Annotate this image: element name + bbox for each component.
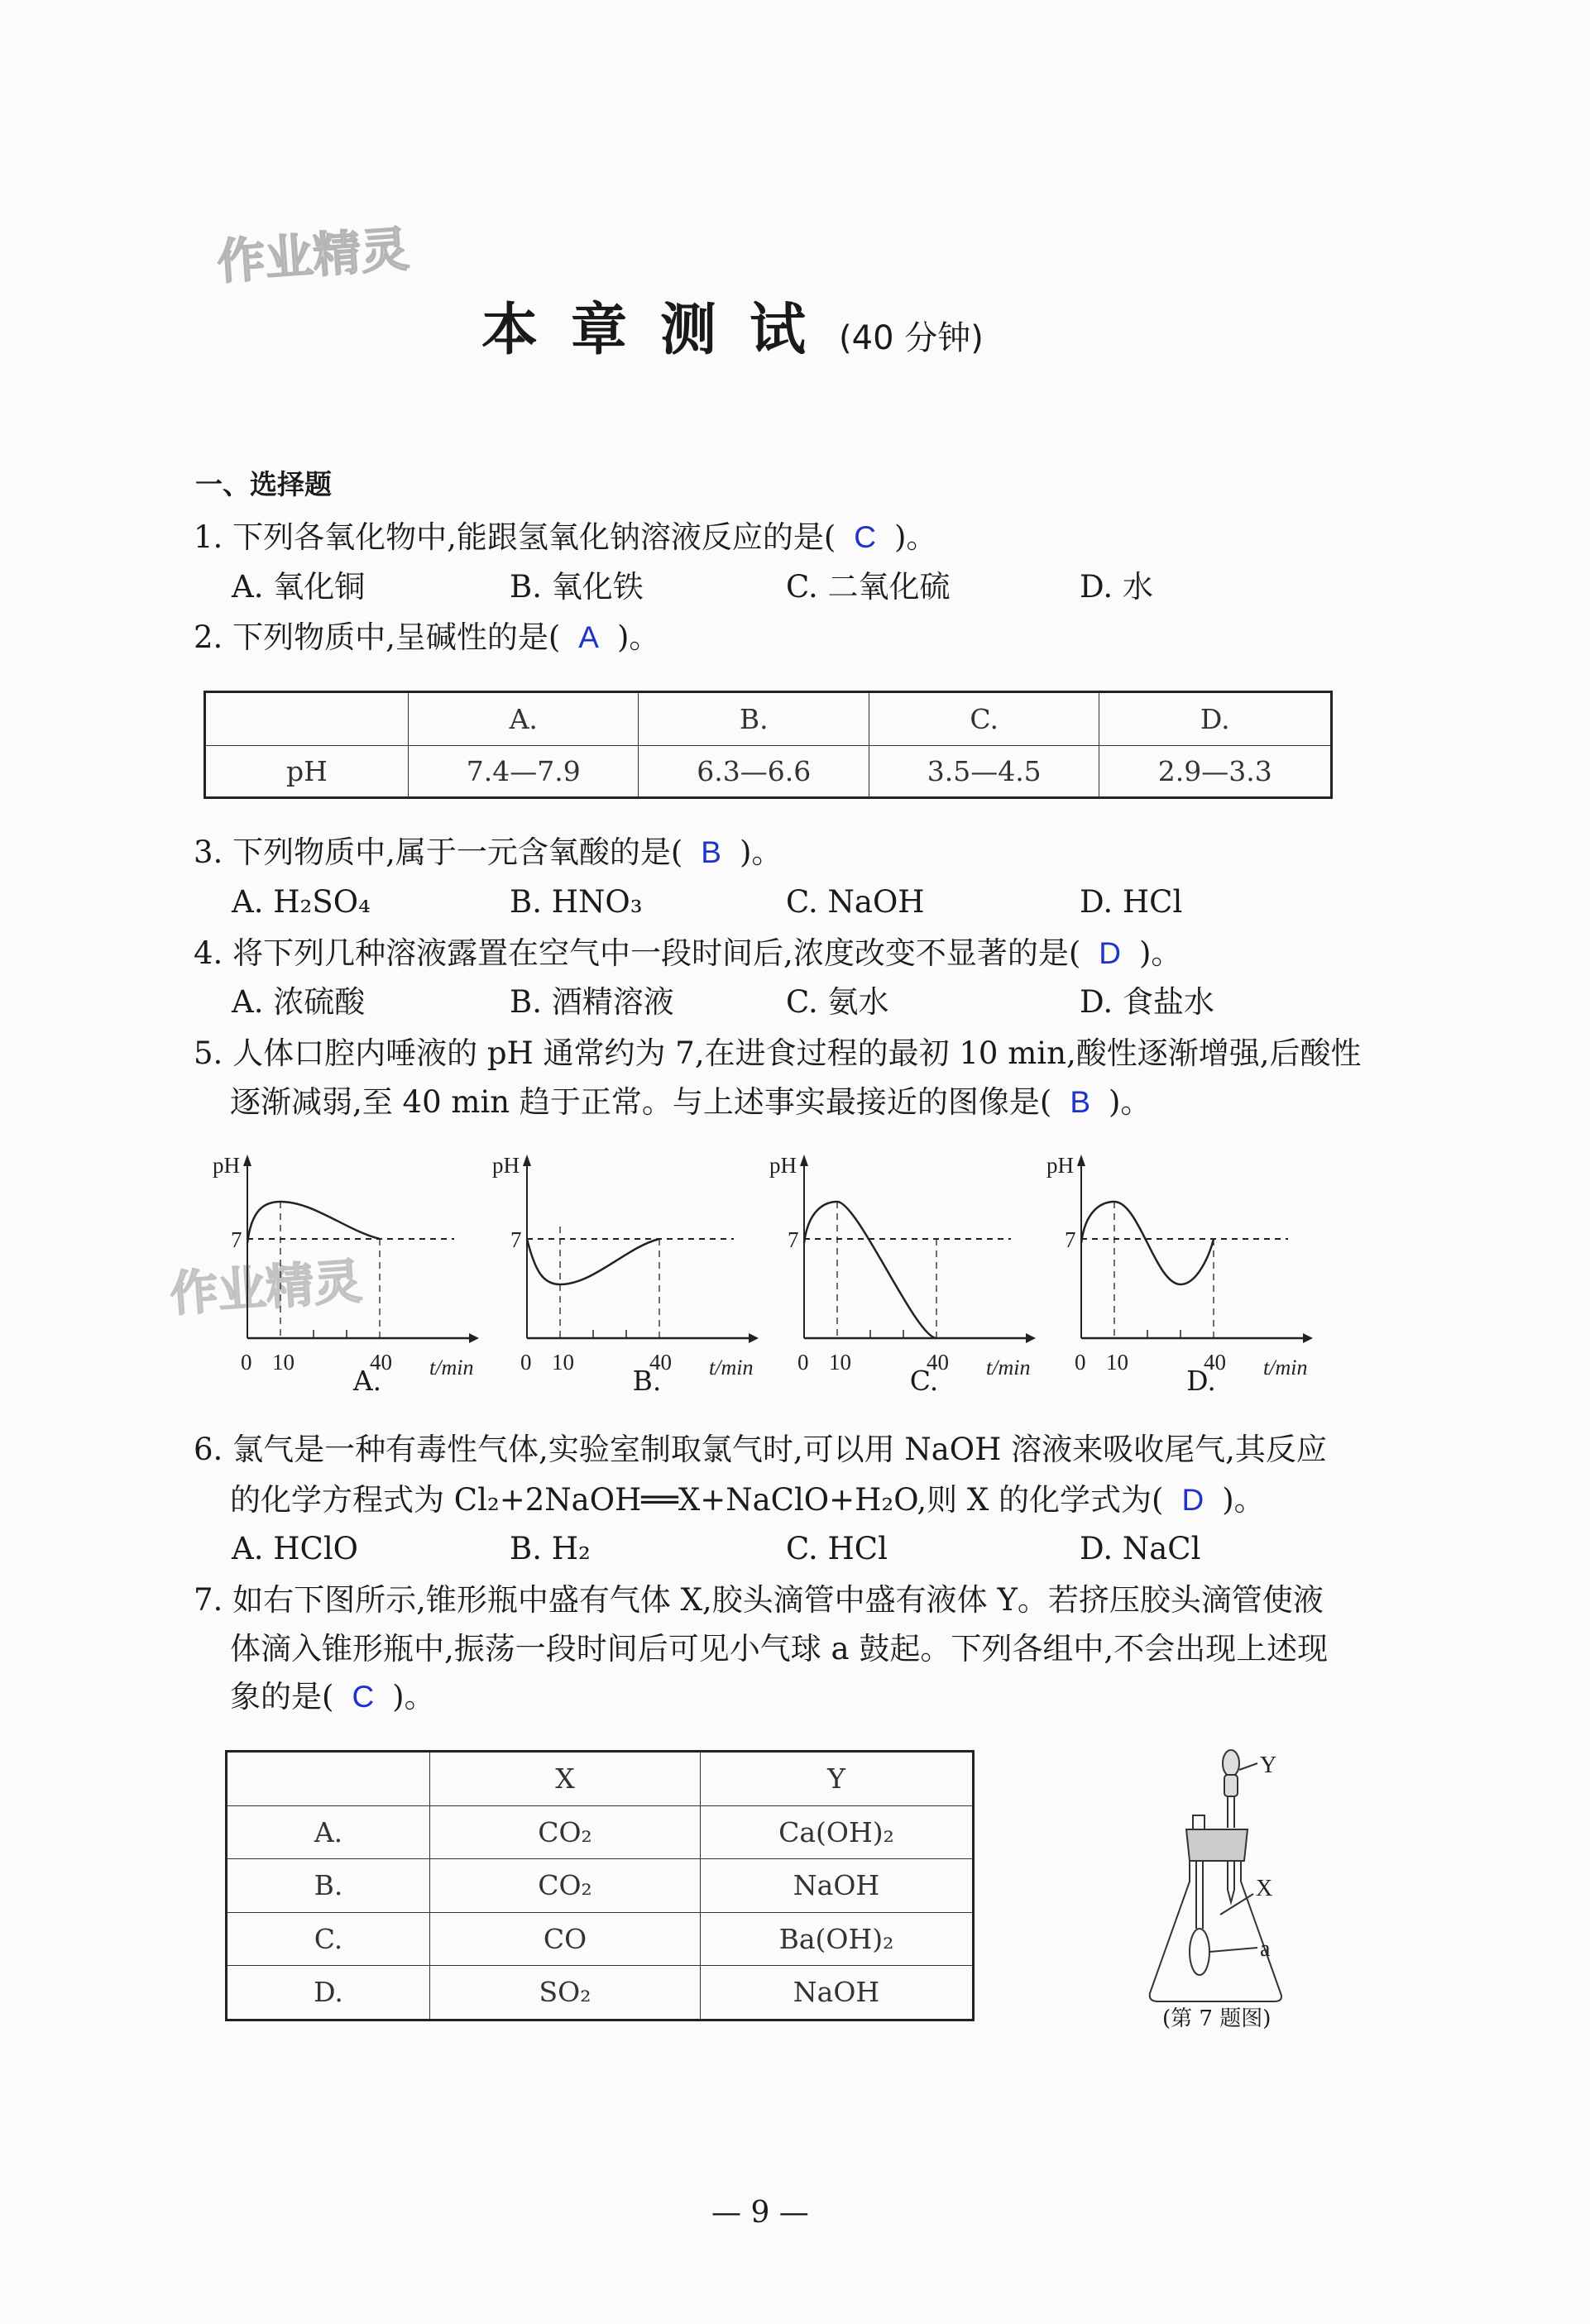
table-cell: X: [430, 1752, 701, 1806]
question-7-line3: [230, 1679, 435, 1715]
table-cell: A.: [409, 692, 639, 746]
q1-option-d: D. 水: [1080, 569, 1153, 605]
q3-option-c: C. NaOH: [786, 884, 925, 920]
table-cell: D.: [227, 1965, 430, 2020]
table-cell: Y: [701, 1752, 974, 1806]
q4-option-d: D. 食盐水: [1080, 984, 1214, 1020]
q6-option-a: A. HClO: [232, 1531, 358, 1566]
label-y: Y: [1260, 1753, 1277, 1778]
question-5-line1: 5. 人体口腔内唾液的 pH 通常约为 7,在进食过程的最初 10 min,酸性逐渐增强,后酸性: [194, 1035, 1362, 1071]
y-axis-arrow-icon: [1077, 1155, 1085, 1166]
table-cell: NaOH: [701, 1859, 974, 1912]
tick-label-10: 10: [829, 1350, 851, 1375]
reagent-table: [225, 1750, 975, 2021]
q3-answer: B: [701, 835, 721, 869]
page-title: [481, 285, 984, 366]
graph-option-label: D.: [1186, 1365, 1216, 1397]
x-axis-arrow-icon: [1026, 1333, 1036, 1343]
q6-text: 的化学方程式为 Cl₂+2NaOH══X+NaClO+H₂O,则 X 的化学式为(: [230, 1482, 1164, 1518]
q4-text: 4. 将下列几种溶液露置在空气中一段时间后,浓度改变不显著的是(: [194, 935, 1081, 971]
q3-end: )。: [739, 834, 783, 870]
y-label: pH: [769, 1153, 797, 1178]
table-cell: A.: [227, 1805, 430, 1858]
q2-text: 2. 下列物质中,呈碱性的是(: [194, 619, 561, 655]
tick-label-0: 0: [1075, 1350, 1086, 1375]
q7-text: 象的是(: [230, 1679, 334, 1714]
table-cell: 3.5—4.5: [869, 746, 1099, 798]
ph-graph-b: [486, 1148, 767, 1380]
question-6-line2: [230, 1482, 1265, 1518]
graph-option-label: A.: [352, 1365, 382, 1397]
flask-figure: [1142, 1745, 1340, 2043]
table-cell: [227, 1752, 430, 1806]
tick-label-0: 0: [241, 1350, 252, 1375]
table-header-row: [205, 692, 1332, 746]
table-cell: B.: [227, 1859, 430, 1912]
section-heading: 一、选择题: [195, 468, 332, 500]
q6-option-d: D. NaCl: [1080, 1531, 1201, 1566]
q1-option-b: B. 氧化铁: [510, 569, 644, 605]
q1-end: )。: [894, 519, 937, 555]
q3-option-a: A. H₂SO₄: [232, 884, 371, 920]
ph-table: [204, 691, 1333, 799]
tick-label-7: 7: [231, 1227, 242, 1252]
x-axis-arrow-icon: [469, 1333, 479, 1343]
q2-end: )。: [616, 619, 660, 655]
table-cell: CO₂: [430, 1805, 701, 1858]
table-row: [227, 1912, 974, 1965]
y-label: pH: [1046, 1153, 1074, 1178]
table-cell: 7.4—7.9: [409, 746, 639, 798]
y-axis-arrow-icon: [523, 1155, 531, 1166]
tick-label-7: 7: [788, 1227, 799, 1252]
table-cell: B.: [639, 692, 869, 746]
x-axis-arrow-icon: [1303, 1333, 1313, 1343]
title-text: 本章测试: [481, 298, 840, 363]
ph-curve: [1081, 1202, 1214, 1284]
q6-option-c: C. HCl: [786, 1531, 888, 1566]
ph-curve: [527, 1239, 659, 1284]
table-cell: C.: [227, 1912, 430, 1965]
table-header-row: [227, 1752, 974, 1806]
y-label: pH: [213, 1153, 240, 1178]
ph-curve: [804, 1202, 936, 1338]
table-cell: CO₂: [430, 1859, 701, 1912]
x-label: t/min: [709, 1356, 754, 1380]
table-cell: [205, 692, 409, 746]
table-row: [227, 1859, 974, 1912]
tick-label-10: 10: [1106, 1350, 1128, 1375]
figure-caption: (第 7 题图): [1162, 2006, 1272, 2031]
tick-label-40: 40: [1204, 1350, 1226, 1375]
tick-label-40: 40: [927, 1350, 949, 1375]
table-cell: SO₂: [430, 1965, 701, 2020]
table-cell: Ba(OH)₂: [701, 1912, 974, 1965]
q6-answer: D: [1181, 1483, 1204, 1517]
tick-label-0: 0: [797, 1350, 809, 1375]
tick-label-40: 40: [649, 1350, 672, 1375]
table-cell: 2.9—3.3: [1099, 746, 1332, 798]
x-axis-arrow-icon: [749, 1333, 759, 1343]
tick-label-40: 40: [370, 1350, 392, 1375]
q3-option-b: B. HNO₃: [510, 884, 643, 920]
tick-label-10: 10: [272, 1350, 295, 1375]
ph-graph-a: [206, 1148, 487, 1380]
x-label: t/min: [1263, 1356, 1308, 1380]
table-cell: CO: [430, 1912, 701, 1965]
q1-text: 1. 下列各氧化物中,能跟氢氧化钠溶液反应的是(: [194, 519, 836, 555]
question-5-line2: [230, 1084, 1151, 1121]
question-1: [194, 519, 936, 556]
table-row: [205, 746, 1332, 798]
q2-answer: A: [578, 620, 599, 654]
q6-option-b: B. H₂: [510, 1531, 591, 1566]
table-cell: NaOH: [701, 1965, 974, 2020]
q1-answer: C: [854, 520, 876, 554]
q4-option-a: A. 浓硫酸: [232, 984, 366, 1020]
table-cell: pH: [205, 746, 409, 798]
q3-option-d: D. HCl: [1080, 884, 1183, 920]
ph-graph-c: [763, 1148, 1044, 1380]
table-cell: Ca(OH)₂: [701, 1805, 974, 1858]
question-7-line2: 体滴入锥形瓶中,振荡一段时间后可见小气球 a 鼓起。下列各组中,不会出现上述现: [230, 1631, 1329, 1666]
question-3: [194, 834, 782, 871]
q4-answer: D: [1099, 936, 1121, 970]
tick-label-10: 10: [552, 1350, 574, 1375]
table-cell: C.: [869, 692, 1099, 746]
q3-text: 3. 下列物质中,属于一元含氧酸的是(: [194, 834, 683, 870]
tick-label-7: 7: [510, 1227, 522, 1252]
watermark: 作业精灵: [215, 220, 411, 290]
question-7-line1: 7. 如右下图所示,锥形瓶中盛有气体 X,胶头滴管中盛有液体 Y。若挤压胶头滴管使液: [194, 1582, 1324, 1618]
label-a: a: [1260, 1936, 1271, 1962]
q1-option-a: A. 氧化铜: [232, 569, 366, 605]
x-label: t/min: [986, 1356, 1031, 1380]
q4-option-c: C. 氨水: [786, 984, 889, 1020]
graph-option-label: B.: [632, 1365, 662, 1397]
q4-option-b: B. 酒精溶液: [510, 984, 674, 1020]
q4-end: )。: [1139, 935, 1182, 971]
watermark-2: 作业精灵: [168, 1252, 364, 1322]
y-label: pH: [492, 1153, 520, 1178]
question-2: [194, 619, 659, 656]
graph-option-label: C.: [909, 1365, 939, 1397]
label-x: X: [1256, 1876, 1273, 1901]
title-duration: (40 分钟): [839, 319, 984, 357]
ph-curve: [247, 1202, 380, 1243]
y-axis-arrow-icon: [243, 1155, 251, 1166]
q5-text: 逐渐减弱,至 40 min 趋于正常。与上述事实最接近的图像是(: [230, 1084, 1052, 1120]
q5-end: )。: [1109, 1084, 1152, 1120]
question-6-line1: 6. 氯气是一种有毒性气体,实验室制取氯气时,可以用 NaOH 溶液来吸收尾气,其反应: [194, 1432, 1327, 1467]
q5-answer: B: [1070, 1085, 1090, 1119]
question-4: [194, 935, 1181, 972]
table-cell: 6.3—6.6: [639, 746, 869, 798]
q6-end: )。: [1222, 1482, 1265, 1518]
page-number: — 9 —: [711, 2196, 809, 2230]
tick-label-0: 0: [520, 1350, 532, 1375]
y-axis-arrow-icon: [800, 1155, 808, 1166]
q1-option-c: C. 二氧化硫: [786, 569, 951, 605]
q7-answer: C: [352, 1680, 375, 1714]
x-label: t/min: [429, 1356, 474, 1380]
table-row: [227, 1805, 974, 1858]
tick-label-7: 7: [1065, 1227, 1076, 1252]
table-row: [227, 1965, 974, 2020]
table-cell: D.: [1099, 692, 1332, 746]
ph-graph-d: [1040, 1148, 1321, 1380]
q7-end: )。: [392, 1679, 435, 1714]
